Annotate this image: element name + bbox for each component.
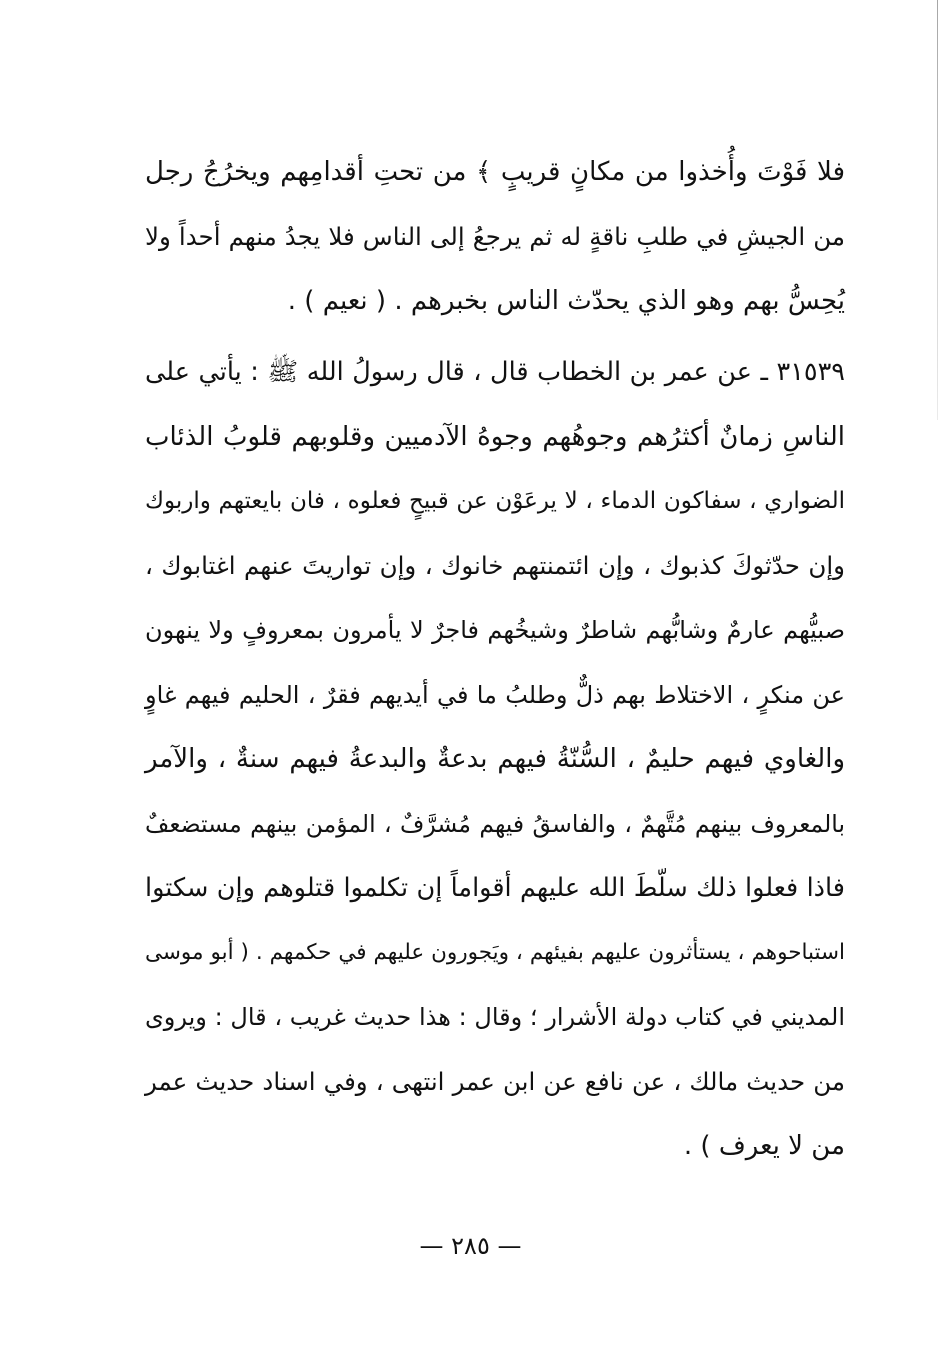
text-line: بالمعروف بينهم مُتَّهمٌ ، والفاسقُ فيهم مُشرَّفٌ ، المؤمن بينهم مستضعفٌ xyxy=(145,809,845,838)
text-line: يُحِسُّ بهم وهو الذي يحدّث الناس بخبرهم . ( نعيم ) . xyxy=(287,286,845,316)
page-number: — ٢٨٥ — xyxy=(419,1232,522,1260)
text-line: الضواري ، سفاكون الدماء ، لا يرعَوْن عن قبيحٍ فعلوه ، فان بايعتهم واربوك xyxy=(145,488,845,514)
text-line: استباحوهم ، يستأثرون عليهم بفيئهم ، ويَجورون عليهم في حكمهم . ( أبو موسى xyxy=(145,939,845,965)
text-line: وإن حدّثوكَ كذبوك ، وإن ائتمنتهم خانوك ، وإن تواريتَ عنهم اغتابوك ، xyxy=(145,550,845,580)
text-line: ٣١٥٣٩ ـ عن عمر بن الخطاب قال ، قال رسولُ الله ﷺ : يأتي على xyxy=(145,357,845,387)
text-line: المديني في كتاب دولة الأشرار ؛ وقال : هذا حديث غريب ، قال : ويروى xyxy=(145,1003,845,1031)
text-line: والغاوي فيهم حليمٌ ، السُّنّةُ فيهم بدعةٌ والبدعةُ فيهم سنةٌ ، والآمر xyxy=(145,744,845,774)
text-line: فلا فَوْتَ وأُخذوا من مكانٍ قريبٍ ﴾ من تحتِ أقدامِهم ويخرُجُ رجل xyxy=(145,157,845,187)
scan-edge xyxy=(937,0,938,420)
text-line: من الجيشِ في طلبِ ناقةٍ له ثم يرجعُ إلى الناس فلا يجدُ منهم أحداً ولا xyxy=(145,221,845,251)
text-line: الناسِ زمانٌ أكثرُهم وجوهُهم وجوهُ الآدميين وقلوبهم قلوبُ الذئاب xyxy=(145,421,845,452)
text-line: من لا يعرف ) . xyxy=(683,1131,845,1161)
text-line: من حديث مالك ، عن نافع عن ابن عمر انتهى ، وفي اسناد حديث عمر xyxy=(145,1066,845,1096)
text-line: صبيُّهم عارمٌ وشابُّهم شاطرٌ وشيخُهم فاجرٌ لا يأمرون بمعروفٍ ولا ينهون xyxy=(145,616,845,644)
hadith-paragraph xyxy=(145,340,845,1179)
text-line: فاذا فعلوا ذلك سلّطَ الله عليهم أقواماً إن تكلموا قتلوهم وإن سكتوا xyxy=(145,873,845,903)
paragraph-continuation xyxy=(145,140,845,334)
text-line: عن منكرٍ ، الاختلاط بهم ذلٌّ وطلبُ ما في أيديهم فقرٌ ، الحليم فيهم غاوٍ xyxy=(145,680,845,709)
